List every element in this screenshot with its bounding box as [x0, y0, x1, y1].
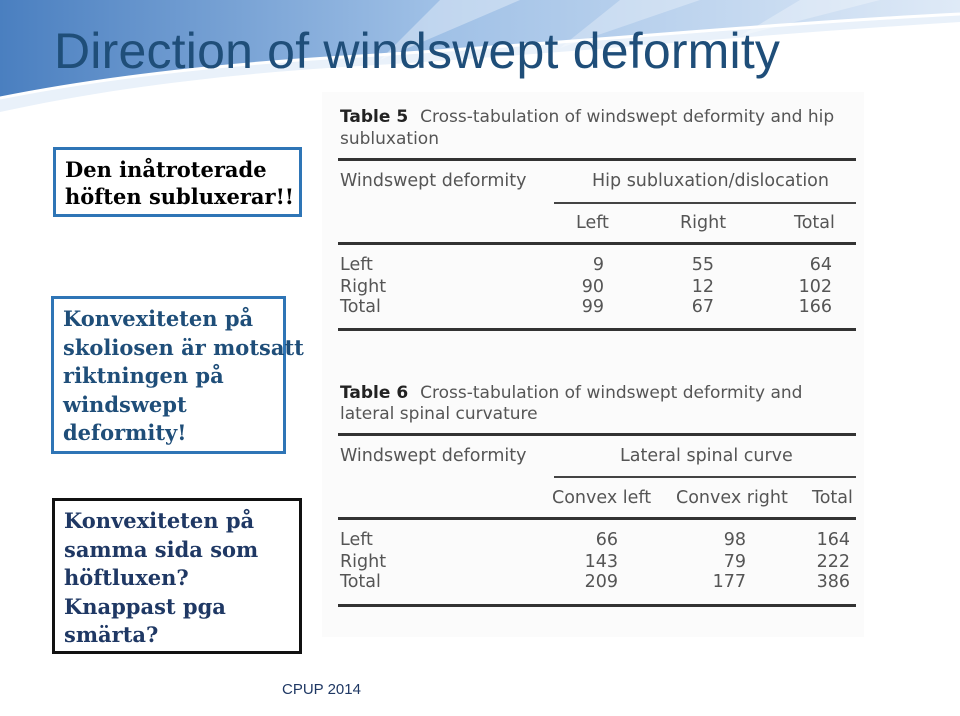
note-box-scoliosis — [51, 296, 304, 454]
table5-caption-line2: subluxation — [340, 129, 439, 149]
table5-cell: 166 — [798, 297, 832, 317]
table6-header-rule — [338, 517, 856, 520]
table6-bottom-rule — [338, 604, 856, 607]
table6-cell: 386 — [816, 572, 850, 592]
note-box-subluxation — [53, 147, 302, 217]
table5-caption — [340, 106, 834, 128]
table5-sub-rule — [554, 202, 856, 204]
table5-cell: 12 — [691, 277, 714, 297]
table6-sub-rule — [554, 476, 856, 478]
table5-caption-label: Table 5 — [340, 107, 409, 127]
table5-caption-text: Cross-tabulation of windswept deformity and hip — [420, 107, 835, 127]
table5-top-rule — [338, 158, 856, 161]
table6-row-label: Right — [340, 552, 387, 572]
note-line: höftluxen? — [64, 565, 189, 590]
table5-row-label: Right — [340, 277, 387, 297]
note-line: samma sida som — [64, 536, 259, 562]
table6-cell: 222 — [816, 552, 850, 572]
note-line: riktningen på — [63, 363, 224, 388]
footer-text: CPUP 2014 — [282, 681, 361, 698]
note-box-question — [52, 498, 302, 654]
table6-cell: 143 — [584, 552, 618, 572]
table6-cell: 209 — [584, 572, 618, 592]
note-line: höften subluxerar!! — [65, 184, 295, 209]
table6-cell: 79 — [723, 552, 746, 572]
table5-col-header: Total — [794, 213, 835, 233]
table5-col-header: Right — [680, 213, 727, 233]
table6-cell: 98 — [723, 530, 746, 550]
table5-cell: 102 — [798, 277, 832, 297]
table6-cell: 164 — [816, 530, 850, 550]
table6-row-label: Total — [340, 572, 381, 592]
table5-col-header: Left — [576, 213, 609, 233]
note-line: skoliosen är motsatt — [63, 334, 304, 360]
table5-cell: 55 — [691, 255, 714, 275]
table5-header-rule — [338, 242, 856, 245]
table5-cell: 90 — [581, 277, 604, 297]
table5-row-header: Windswept deformity — [340, 171, 527, 191]
table5-cell: 99 — [581, 297, 604, 317]
slide-title: Direction of windswept deformity — [54, 23, 781, 79]
table6-top-rule — [338, 433, 856, 436]
note-line: Den inåtroterade — [65, 157, 267, 182]
table6-col-header: Convex right — [676, 488, 788, 508]
table5-cell: 9 — [592, 255, 604, 275]
table6-caption — [340, 382, 802, 404]
table6-row-label: Left — [340, 530, 373, 550]
table5-group-header: Hip subluxation/dislocation — [592, 171, 829, 191]
table6-caption-text: Cross-tabulation of windswept deformity and — [420, 383, 803, 403]
table6-group-header: Lateral spinal curve — [620, 446, 793, 466]
table5-bottom-rule — [338, 328, 856, 331]
table5-row-label: Total — [340, 297, 381, 317]
table-image — [322, 92, 864, 637]
table5-row-label: Left — [340, 255, 373, 275]
table6-col-header: Convex left — [552, 488, 652, 508]
note-line: Knappast pga — [64, 593, 226, 619]
table5-cell: 67 — [691, 297, 714, 317]
table6-col-header: Total — [812, 488, 853, 508]
table6-cell: 177 — [712, 572, 746, 592]
note-line: Konvexiteten på — [64, 508, 255, 533]
note-line: Konvexiteten på — [63, 306, 254, 331]
table6-caption-label: Table 6 — [340, 383, 409, 403]
note-line: deformity! — [63, 420, 187, 445]
note-line: windswept — [63, 391, 187, 417]
table6-cell: 66 — [595, 530, 618, 550]
table5-cell: 64 — [809, 255, 832, 275]
table6-caption-line2: lateral spinal curvature — [340, 404, 538, 424]
table6-row-header: Windswept deformity — [340, 446, 527, 466]
note-line: smärta? — [64, 622, 159, 647]
